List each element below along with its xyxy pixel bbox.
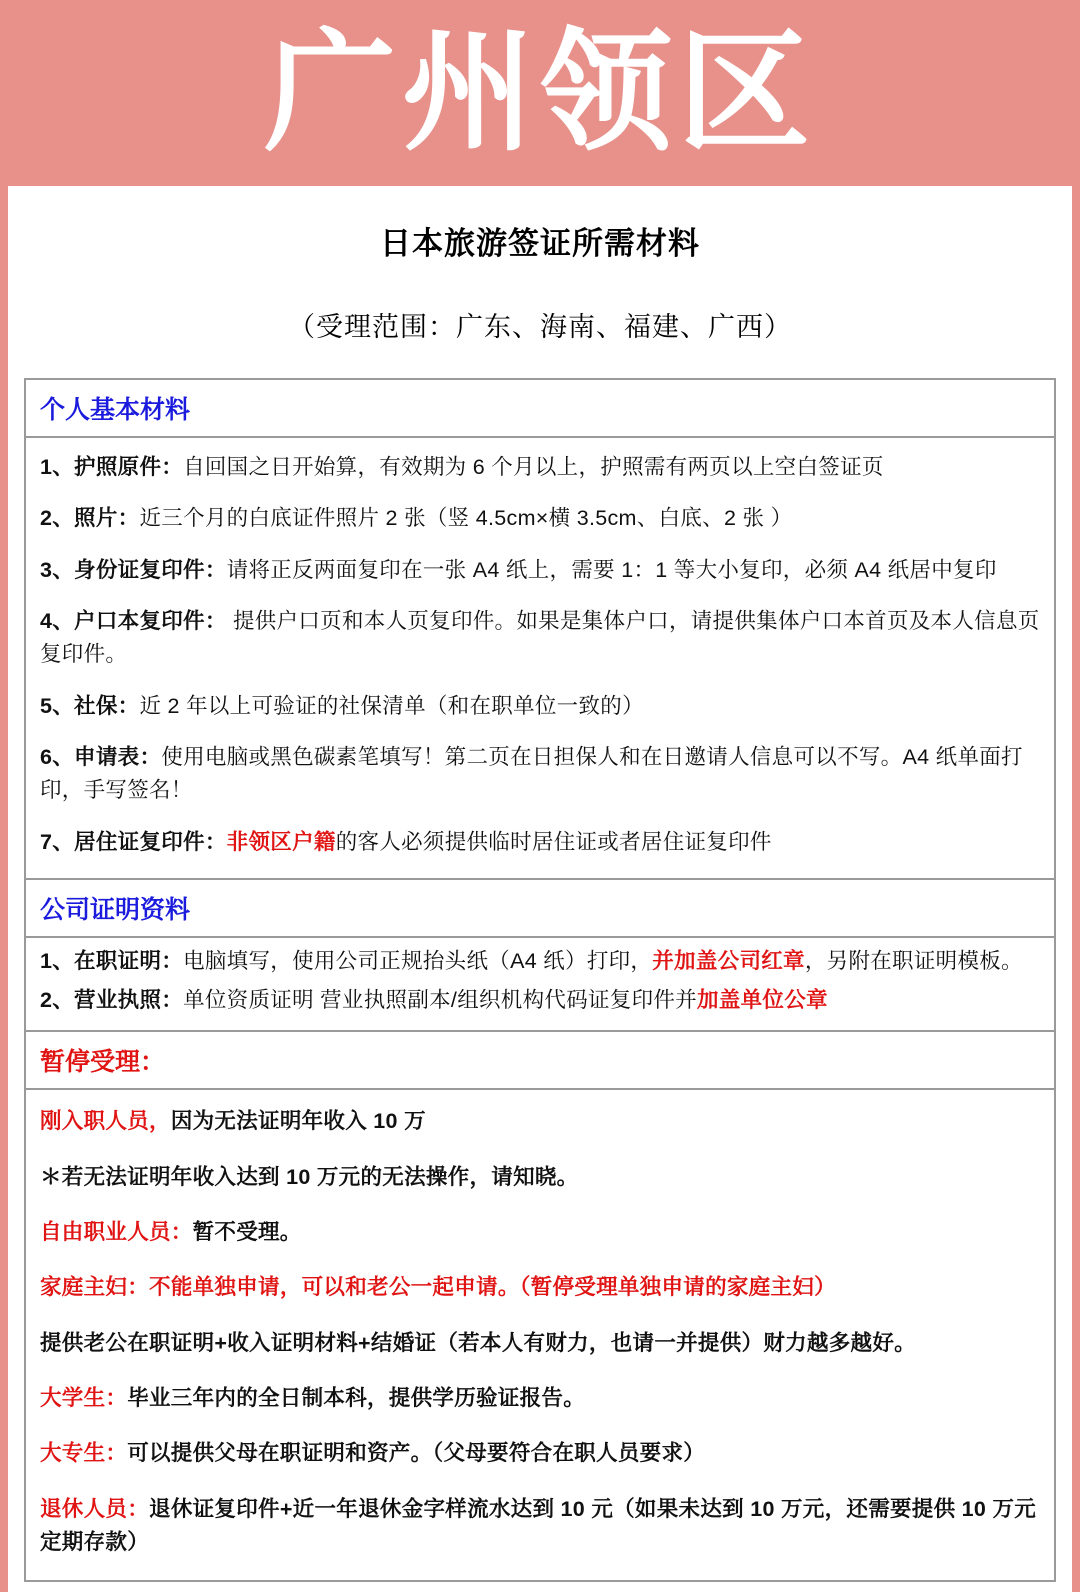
section-rows-suspended [26, 1090, 1054, 1580]
item-label: 1、护照原件： [40, 455, 184, 479]
list-item [40, 1205, 1040, 1260]
item-text: 毕业三年内的全日制本科，提供学历验证报告。 [127, 1386, 586, 1410]
item-emphasis: 并加盖公司红章 [652, 948, 805, 973]
banner [0, 0, 1080, 186]
item-text: 提供老公在职证明+收入证明材料+结婚证（若本人有财力，也请一并提供）财力越多越好。 [40, 1330, 916, 1355]
item-label: 7、居住证复印件： [40, 829, 227, 854]
item-emphasis: 非领区户籍 [226, 829, 336, 854]
list-item [40, 596, 1040, 681]
item-label: 2、营业执照： [40, 988, 184, 1013]
item-label: 3、身份证复印件： [40, 557, 227, 582]
item-text: 使用电脑或黑色碳素笔填写！第二页在日担保人和在日邀请人信息可以不写。A4 纸单面打印，手写签名！ [40, 744, 1023, 803]
section-heading-company: 公司证明资料 [26, 880, 1054, 938]
item-text: ＊若无法证明年收入达到 10 万元的无法操作，请知晓。 [40, 1164, 579, 1189]
list-item [40, 1094, 1040, 1149]
item-label: 刚入职人员， [40, 1109, 171, 1134]
list-item [40, 1371, 1040, 1426]
item-text: 自回国之日开始算，有效期为 6 个月以上，护照需有两页以上空白签证页 [183, 455, 884, 479]
list-item [40, 442, 1040, 493]
item-text: 不能单独申请，可以和老公一起申请。（暂停受理单独申请的家庭主妇） [149, 1275, 836, 1300]
list-item [40, 493, 1040, 544]
banner-title: 广州领区 [264, 16, 816, 170]
section-rows-personal [26, 438, 1054, 880]
item-text: 近三个月的白底证件照片 2 张（竖 4.5cm×横 3.5cm、白底、2 张 ） [139, 506, 793, 531]
item-text: 退休证复印件+近一年退休金字样流水达到 10 元（如果未达到 10 万元，还需要提供 10 万元定期存款） [40, 1496, 1037, 1554]
item-text: 提供户口页和本人页复印件。如果是集体户口，请提供集体户口本首页及本人信息页复印件。 [40, 608, 1040, 667]
item-label: 4、户口本复印件： [40, 608, 227, 633]
requirements-table [24, 378, 1056, 1582]
list-item [40, 1150, 1040, 1205]
item-text: 可以提供父母在职证明和资产。（父母要符合在职人员要求） [127, 1441, 706, 1466]
list-item [40, 1426, 1040, 1481]
item-label: 自由职业人员： [40, 1220, 193, 1245]
item-text: 单位资质证明 营业执照副本/组织机构代码证复印件并 [183, 988, 698, 1013]
list-item [40, 1260, 1040, 1315]
item-text: 因为无法证明年收入 10 万 [170, 1109, 426, 1134]
item-label: 6、申请表： [40, 744, 162, 769]
item-label: 退休人员： [40, 1496, 150, 1521]
item-text: 的客人必须提供临时居住证或者居住证复印件 [335, 829, 772, 854]
item-text: 电脑填写，使用公司正规抬头纸（A4 纸）打印， [183, 948, 653, 973]
section-heading-personal: 个人基本材料 [26, 380, 1054, 438]
document-sheet [8, 186, 1072, 1592]
item-text: 暂不受理。 [192, 1220, 302, 1245]
item-label: 家庭主妇： [40, 1275, 150, 1300]
item-text-2: ，另附在职证明模板。 [804, 948, 1023, 973]
list-item [40, 1482, 1040, 1571]
list-item [40, 817, 1040, 868]
item-label: 大学生： [40, 1386, 128, 1410]
section-heading-suspended: 暂停受理： [26, 1032, 1054, 1090]
list-item [40, 545, 1040, 596]
list-item [40, 681, 1040, 732]
list-item [40, 942, 1040, 981]
item-emphasis: 加盖单位公章 [697, 988, 828, 1013]
list-item [40, 1316, 1040, 1371]
item-label: 2、照片： [40, 506, 140, 531]
list-item [40, 981, 1040, 1020]
item-label: 大专生： [40, 1441, 128, 1466]
item-text: 请将正反两面复印在一张 A4 纸上，需要 1：1 等大小复印，必须 A4 纸居中复印 [226, 557, 997, 582]
item-label: 1、在职证明： [40, 948, 184, 973]
page-subtitle: （受理范围：广东、海南、福建、广西） [288, 312, 792, 342]
page-title: 日本旅游签证所需材料 [380, 226, 700, 261]
list-item [40, 732, 1040, 817]
section-rows-company [26, 938, 1054, 1033]
item-label: 5、社保： [40, 693, 140, 718]
item-text: 近 2 年以上可验证的社保清单（和在职单位一致的） [139, 693, 644, 718]
